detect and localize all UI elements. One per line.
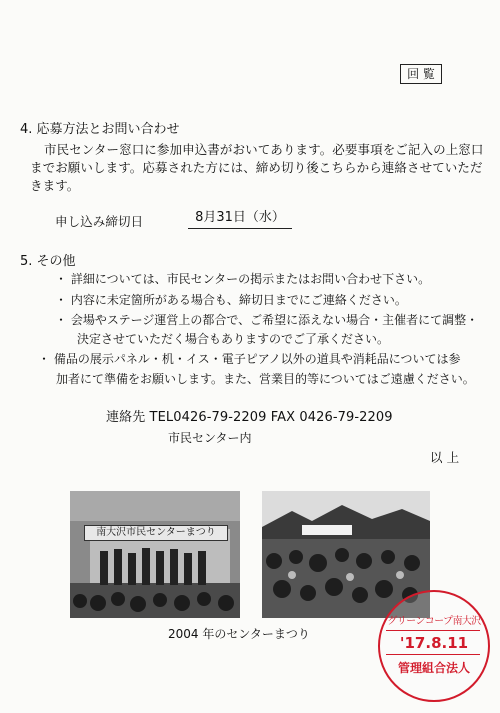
deadline-label: 申し込み締切日 — [55, 214, 144, 229]
section5-bullet-2: ・ 内容に未定箇所がある場合も、締切日までにご連絡ください。 — [55, 293, 407, 307]
seal-title: 管理組合法人 — [397, 661, 470, 675]
festival-banner: 南大沢市民センターまつり — [84, 525, 228, 541]
circulation-label: 回 覧 — [400, 64, 442, 84]
section5-bullet-3: ・ 会場やステージ運営上の都合で、ご希望に添えない場合・主催者にて調整・ — [55, 313, 479, 327]
management-association-seal — [378, 590, 490, 702]
seal-org: グリーンコープ南大沢 — [387, 616, 481, 627]
section5-bullet-3-cont: 決定させていただく場合もありますのでご了承ください。 — [77, 332, 390, 346]
deadline-value: 8月31日（水） — [188, 208, 292, 229]
contact-name: 市民センター内 — [168, 431, 252, 445]
photo-caption: 2004 年のセンターまつり — [168, 627, 310, 641]
section5-bullet-4: ・ 備品の展示パネル・机・イス・電子ピアノ以外の道具や消耗品については参 — [38, 352, 461, 366]
section5-bullet-4-cont: 加者にて準備をお願いします。また、営業目的等についてはご遠慮ください。 — [56, 372, 475, 386]
seal-divider-top — [386, 630, 480, 631]
section5-heading: 5. その他 — [20, 254, 76, 269]
section4-line-3: きます。 — [30, 178, 80, 193]
contact-line: 連絡先 TEL0426-79-2209 FAX 0426-79-2209 — [106, 410, 393, 425]
seal-divider-bottom — [386, 654, 480, 655]
festival-stage-photo — [70, 491, 240, 618]
section5-bullet-1: ・ 詳細については、市民センターの掲示またはお問い合わせ下さい。 — [55, 272, 431, 286]
section4-line-1: 市民センター窓口に参加申込書がおいてあります。必要事項をご記入の上窓口 — [44, 142, 484, 157]
section4-line-2: までお願いします。応募された方には、締め切り後こちらから連絡させていただ — [30, 160, 483, 175]
section4-heading: 4. 応募方法とお問い合わせ — [20, 122, 180, 137]
seal-date: '17.8.11 — [399, 634, 469, 652]
closing-text: 以 上 — [430, 450, 460, 465]
